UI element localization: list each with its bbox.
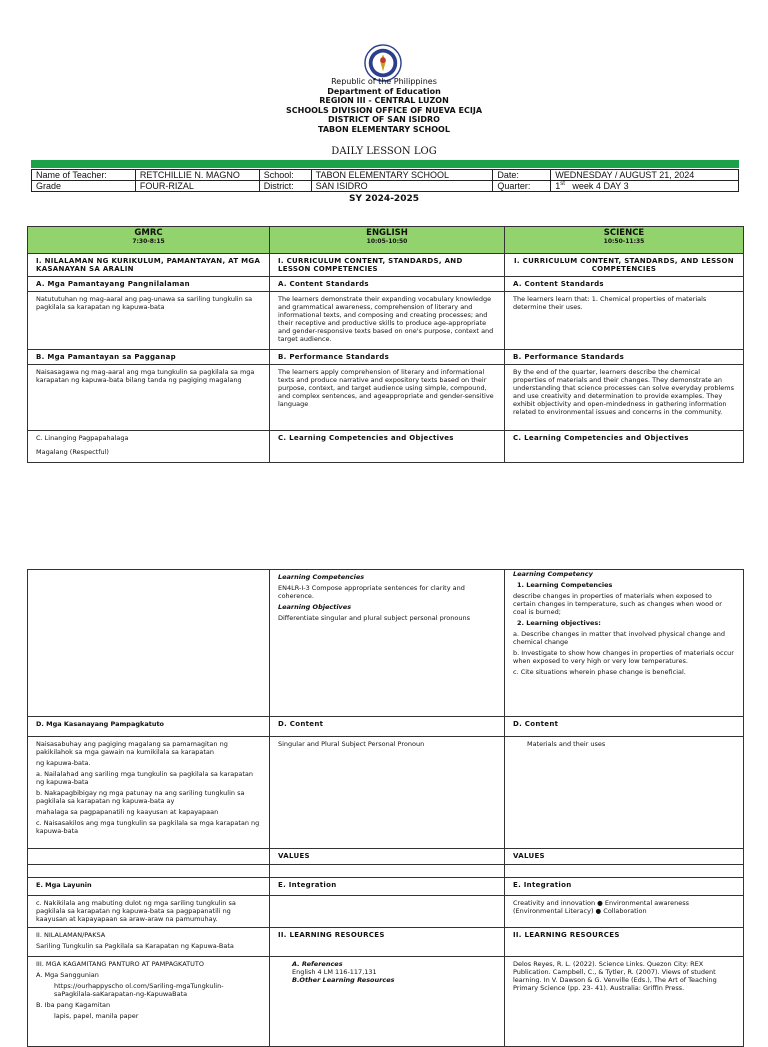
values-row (28, 849, 744, 865)
english-e-heading: E. Integration (270, 878, 505, 896)
gmrc-skill-2: ng kapuwa-bata. (36, 759, 91, 767)
date-label: Date: (493, 170, 551, 181)
info-row-1 (32, 170, 739, 181)
teacher-info-table (31, 169, 739, 192)
gmrc-content-standard: Natututuhan ng mag-aaral ang pag-unawa sa sariling tungkulin sa pagkilala sa karapatan ng kapuwa-bata (28, 292, 270, 350)
english-header: ENGLISH 10:05-10:50 (270, 227, 505, 254)
gmrc-skill-b-cont: mahalaga sa pagpapanatili ng kaayusan at kapayapaan (36, 808, 219, 816)
science-a-heading: A. Content Standards (505, 277, 744, 292)
science-e-heading: E. Integration (505, 878, 744, 896)
gmrc-skill-b: b. Nakapagbibigay ng mga patunay na ang sariling tungkulin sa pagkilala sa karapatan ng kapuwa-bata ay (36, 789, 245, 805)
lesson-table-page2 (27, 569, 744, 1047)
gmrc-skills-cell (28, 737, 270, 849)
blank-cell (28, 865, 270, 878)
document-title: DAILY LESSON LOG (331, 146, 437, 157)
header-district: DISTRICT OF SAN ISIDRO (328, 115, 440, 124)
performance-standards-heading-row (28, 350, 744, 365)
science-values-label: VALUES (505, 849, 744, 865)
gmrc-resources-cell (28, 957, 270, 1047)
e-content-row (28, 896, 744, 928)
quarter-value: 1st week 4 DAY 3 (551, 181, 739, 192)
english-lo-text: Differentiate singular and plural subject personal pronouns (278, 614, 470, 622)
science-integration-text: Creativity and innovation ● Environmental awareness (Environmental Literacy) ● Collaboration (505, 896, 744, 928)
gmrc-skill-1: Naisasabuhay ang pagiging magalang sa pamamagitan ng pakikilahok sa mga gawain na kumikilala sa karapatan (36, 740, 228, 756)
gmrc-b-materials-text: lapis, papel, manila paper (54, 1012, 139, 1020)
grade-value: FOUR-RIZAL (135, 181, 259, 192)
district-value: SAN ISIDRO (311, 181, 493, 192)
science-b-heading: B. Performance Standards (505, 350, 744, 365)
english-ref-a: A. References (292, 960, 343, 968)
gmrc-value-text: Magalang (Respectful) (36, 448, 109, 456)
section-i-row (28, 254, 744, 277)
english-content-text: Singular and Plural Subject Personal Pronoun (270, 737, 505, 849)
performance-standards-row (28, 365, 744, 431)
science-lo-title: 2. Learning objectives: (517, 619, 601, 627)
competencies-row (28, 570, 744, 717)
school-label: School: (259, 170, 311, 181)
english-ref-text: English 4 LM 116-117,131 (292, 968, 377, 976)
gmrc-objective: c. Nakikilala ang mabuting dulot ng mga sariling tungkulin sa pagkilala sa karapatan ng kapuwa-bata sa pagpapanatili ng kaayusan at kapayapaan sa araw-araw na pamumuhay. (28, 896, 270, 928)
science-lo-b: b. Investigate to show how changes in properties of materials occur when exposed to very high or very low temperatures. (513, 649, 734, 665)
english-c-heading: C. Learning Competencies and Objectives (270, 431, 505, 463)
competencies-heading-row (28, 431, 744, 463)
science-lc-header: Learning Competency (513, 570, 593, 578)
science-lo-c: c. Cite situations wherein phase change is beneficial. (513, 668, 686, 676)
science-section-i: I. CURRICULUM CONTENT, STANDARDS, AND LESSON COMPETENCIES (505, 254, 744, 277)
english-performance-standard: The learners apply comprehension of literary and informational texts and produce narrative and expository texts based on their purpose, context, and target audience using simple, compound, and complex sentences, and ageappropriate and gender-sensitive language (270, 365, 505, 431)
header-republic: Republic of the Philippines (331, 77, 437, 86)
district-label: District: (259, 181, 311, 192)
gmrc-a-sources: A. Mga Sanggunian (36, 971, 99, 979)
gmrc-performance-standard: Naisasagawa ng mag-aaral ang mga tungkulin sa pagkilala sa mga karapatan ng kapuwa-bata bilang tanda ng pagiging magalang (28, 365, 270, 431)
english-ii-heading: II. LEARNING RESOURCES (270, 928, 505, 957)
gmrc-header: GMRC 7:30-8:15 (28, 227, 270, 254)
gmrc-ii-title: II. NILALAMAN/PAKSA (36, 931, 106, 939)
english-content-standard: The learners demonstrate their expanding vocabulary knowledge and grammatical awareness, comprehension of literary and informational texts, and composing and creating processes; and their receptive and productive skills to produce age-appropriate and gender-responsive texts based on one's purpose, context and target audience. (270, 292, 505, 350)
gmrc-ii-cell (28, 928, 270, 957)
english-section-i: I. CURRICULUM CONTENT, STANDARDS, AND LESSON COMPETENCIES (270, 254, 505, 277)
grade-label: Grade (32, 181, 136, 192)
resources-row (28, 957, 744, 1047)
science-performance-standard: By the end of the quarter, learners describe the chemical properties of materials and their changes. They demonstrate an understanding that science processes can solve everyday problems and use creativity and determination to provide examples. They exhibit objectivity and open-mindedness in gathering information related to environmental issues and concerns in the community. (505, 365, 744, 431)
quarter-label: Quarter: (493, 181, 551, 192)
science-lo-a: a. Describe changes in matter that involved physical change and chemical change (513, 630, 726, 646)
english-lo-title: Learning Objectives (278, 603, 352, 611)
english-lc-text: EN4LR-I-3 Compose appropriate sentences for clarity and coherence. (278, 584, 465, 600)
science-competencies-cell (505, 570, 744, 717)
english-ref-b: B.Other Learning Resources (292, 976, 395, 984)
gmrc-section-i: I. NILALAMAN NG KURIKULUM, PAMANTAYAN, AT MGA KASANAYAN SA ARALIN (28, 254, 270, 277)
science-lc-title: 1. Learning Competencies (517, 581, 613, 589)
science-content-standard: The learners learn that: 1. Chemical properties of materials determine their uses. (505, 292, 744, 350)
teacher-name: RETCHILLIE N. MAGNO (135, 170, 259, 181)
ii-row (28, 928, 744, 957)
header-region: REGION III - CENTRAL LUZON (319, 96, 449, 105)
science-d-heading: D. Content (505, 717, 744, 737)
english-d-heading: D. Content (270, 717, 505, 737)
gmrc-d-heading: D. Mga Kasanayang Pampagkatuto (28, 717, 270, 737)
english-b-heading: B. Performance Standards (270, 350, 505, 365)
science-ii-heading: II. LEARNING RESOURCES (505, 928, 744, 957)
d-heading-row (28, 717, 744, 737)
e-heading-row (28, 878, 744, 896)
gmrc-url-link: https://ourhappyscho ol.com/Sariling-mgaTungkulin-saPagkilala-saKarapatan-ng-KapuwaBata (54, 982, 224, 998)
gmrc-a-heading: A. Mga Pamantayang Pangnilalaman (28, 277, 270, 292)
science-header: SCIENCE 10:50-11:35 (505, 227, 744, 254)
header-division: SCHOOLS DIVISION OFFICE OF NUEVA ECIJA (285, 106, 483, 115)
english-resources-cell (270, 957, 505, 1047)
english-competencies-cell (270, 570, 505, 717)
values-blank-row (28, 865, 744, 878)
gmrc-skill-c: c. Naisasakilos ang mga tungkulin sa pagkilala sa mga karapatan ng kapuwa-bata (36, 819, 260, 835)
header-department: Department of Education (327, 87, 441, 96)
blank-cell (270, 865, 505, 878)
header-school: TABON ELEMENTARY SCHOOL (318, 125, 450, 134)
english-lc-title: Learning Competencies (278, 573, 365, 581)
d-content-row (28, 737, 744, 849)
gmrc-ii-text: Sariling Tungkulin sa Pagkilala sa Karapatan ng Kapuwa-Bata (36, 942, 234, 950)
content-standards-heading-row (28, 277, 744, 292)
science-references: Delos Reyes, R. L. (2022). Science Links. Quezon City: REX Publication. Campbell, C., & Tytler, R. (2007). Views of student learning. In V. Dawson & G. Venville (Eds.), The Art of Teaching Primary Science (pp. 23- 41). Australia: Griffin Press. (505, 957, 744, 1047)
green-header-bar (31, 160, 739, 168)
science-c-heading: C. Learning Competencies and Objectives (505, 431, 744, 463)
info-row-2 (32, 181, 739, 192)
gmrc-linangin-cell (28, 431, 270, 463)
gmrc-b-heading: B. Mga Pamantayan sa Pagganap (28, 350, 270, 365)
english-integration-empty (270, 896, 505, 928)
school-name: TABON ELEMENTARY SCHOOL (311, 170, 493, 181)
science-lc-text: describe changes in properties of materials when exposed to certain changes in temperature, such as changes when wood or coal is burned; (513, 592, 722, 616)
school-year: SY 2024-2025 (349, 194, 419, 204)
gmrc-c-heading: C. Linanging Pagpapahalaga (36, 434, 129, 442)
blank-cell (505, 865, 744, 878)
subject-header-row (28, 227, 744, 254)
gmrc-e-heading: E. Mga Layunin (28, 878, 270, 896)
gmrc-values-empty (28, 849, 270, 865)
gmrc-iii-title: III. MGA KAGAMITANG PANTURO AT PAMPAGKATUTO (36, 960, 204, 968)
content-standards-row (28, 292, 744, 350)
gmrc-empty-cell (28, 570, 270, 717)
gmrc-b-materials: B. Iba pang Kagamitan (36, 1001, 111, 1009)
science-content-text: Materials and their uses (505, 737, 744, 849)
gmrc-skill-a: a. Nailalahad ang sariling mga tungkulin sa pagkilala sa karapatan ng kapuwa-bata (36, 770, 253, 786)
teacher-label: Name of Teacher: (32, 170, 136, 181)
english-a-heading: A. Content Standards (270, 277, 505, 292)
date-value: WEDNESDAY / AUGUST 21, 2024 (551, 170, 739, 181)
lesson-table-page1 (27, 226, 744, 463)
english-values-label: VALUES (270, 849, 505, 865)
